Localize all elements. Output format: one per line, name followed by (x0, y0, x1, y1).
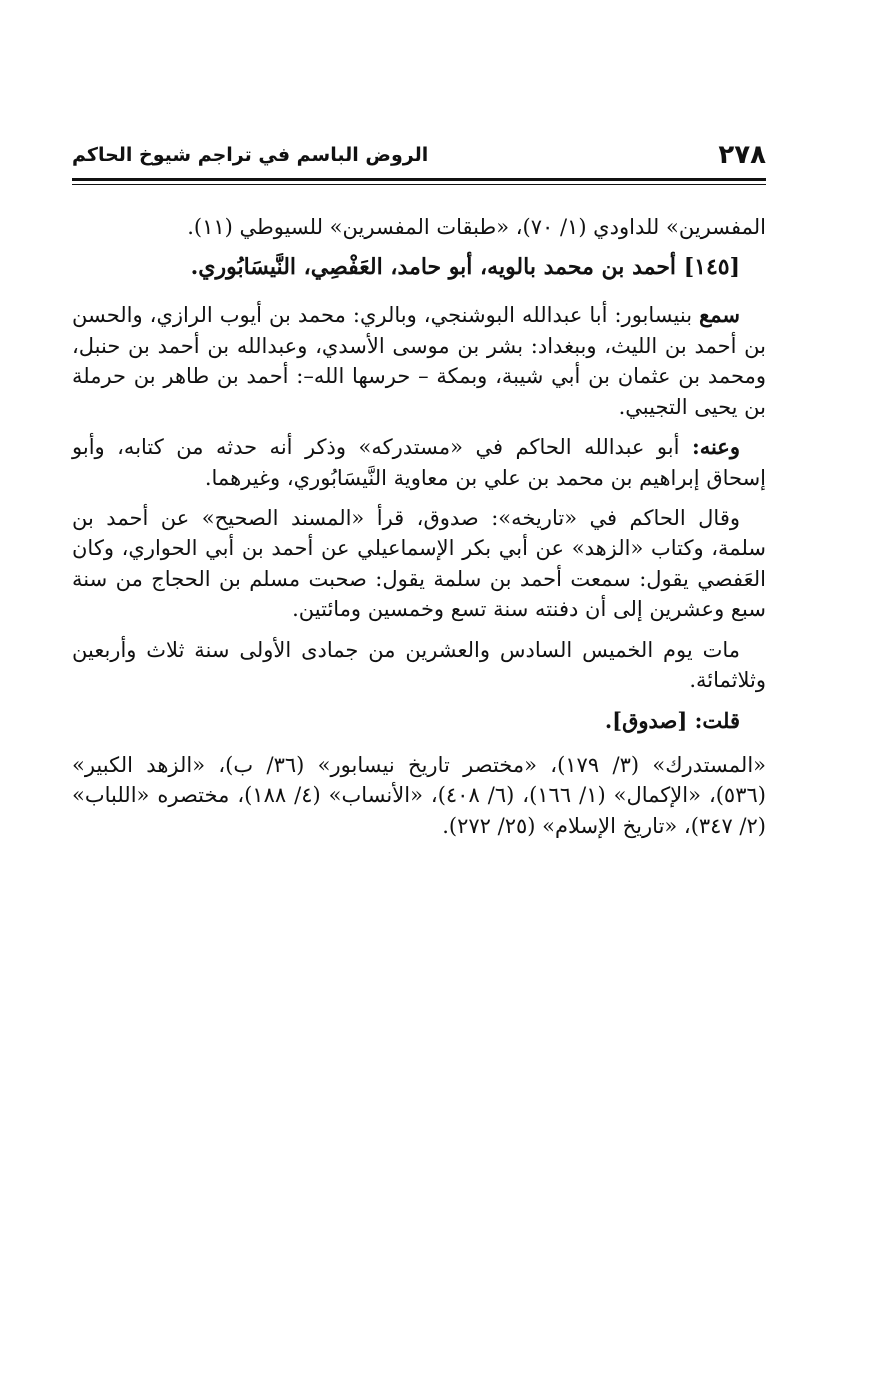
from-paragraph (72, 432, 766, 493)
header-rule-thin (72, 184, 766, 185)
from-text: أبو عبدالله الحاكم في «مستدركه» وذكر أنه حدثه من كتابه، وأبو إسحاق إبراهيم بن محمد بن علي بن معاوية النَّيسَابُوري، وغيرهما. (72, 435, 766, 490)
verdict: قلت: [صدوق]. (604, 707, 740, 733)
hakim-paragraph: وقال الحاكم في «تاريخه»: صدوق، قرأ «المسند الصحيح» عن أحمد بن سلمة، وكتاب «الزهد» عن أبي بكر الإسماعيلي عن أحمد بن أبي الحواري، وكان العَفصي يقول: سمعت أحمد بن سلمة يقول: صحبت مسلم بن الحجاج من سنة سبع وعشرين إلى أن دفنته سنة تسع وخمسين ومائتين. (72, 505, 766, 622)
death-paragraph: مات يوم الخميس السادس والعشرين من جمادى الأولى سنة ثلاث وأربعين وثلاثمائة. (72, 637, 766, 693)
heard-text: بنيسابور: أبا عبدالله البوشنجي، وبالري: محمد بن أيوب الرازي، والحسن بن أحمد بن الليث، وببغداد: بشر بن موسى الأسدي، وعبدالله بن أحمد بن حنبل، ومحمد بن عثمان بن أبي شيبة، وبمكة – حرسها الله–: أحمد بن طاهر بن حرملة بن يحيى التجيبي. (72, 303, 766, 419)
page-body (72, 212, 766, 851)
book-page (72, 138, 766, 1258)
header-rule-thick (72, 178, 766, 181)
running-title: الروض الباسم في تراجم شيوخ الحاكم (72, 144, 429, 166)
sources-paragraph: «المستدرك» (٣/ ١٧٩)، «مختصر تاريخ نيسابور» (٣٦/ ب)، «الزهد الكبير» (٥٣٦)، «الإكمال» (١/ ١٦٦)، (٦/ ٤٠٨)، «الأنساب» (٤/ ١٨٨)، مختصره «اللباب» (٢/ ٣٤٧)، «تاريخ الإسلام» (٢٥/ ٢٧٢). (72, 753, 767, 838)
heard-lead: سمع (699, 302, 740, 328)
continuation-paragraph: المفسرين» للداودي (١/ ٧٠)، «طبقات المفسرين» للسيوطي (١١). (187, 215, 766, 239)
entry-heading: [١٤٥] أحمد بن محمد بالويه، أبو حامد، العَفْصِي، النَّيسَابُوري. (190, 254, 740, 281)
page-number: ٢٧٨ (718, 140, 766, 170)
from-lead: وعنه: (691, 434, 740, 460)
heard-paragraph (72, 300, 766, 422)
page-header (72, 138, 766, 178)
